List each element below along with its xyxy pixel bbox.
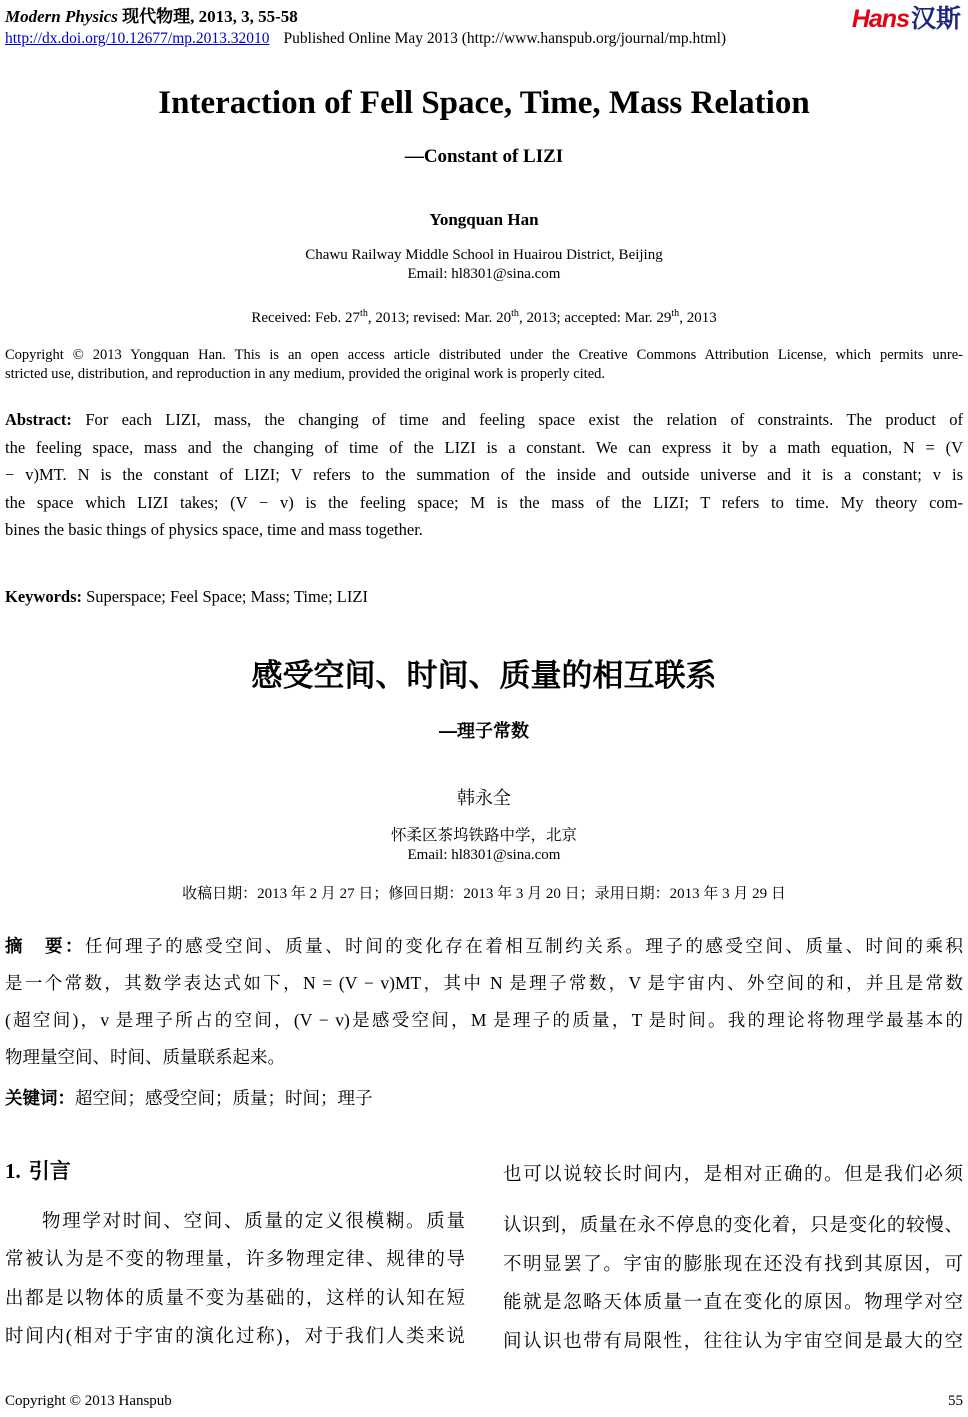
- left-column: [5, 1156, 465, 1362]
- footer-copyright: Copyright © 2013 Hanspub: [5, 1393, 172, 1409]
- author-email-zh: Email: hl8301@sina.com: [407, 846, 561, 863]
- right-column: [503, 1156, 963, 1362]
- received-superscript: th: [511, 308, 519, 319]
- body-line: 时间内(相对于宇宙的演化过称)，对于我们人类来说: [5, 1327, 465, 1347]
- page-number: 55: [948, 1393, 963, 1409]
- received-text-part: , 2013; revised: Mar. 20: [367, 310, 512, 326]
- copyright-line: Copyright © 2013 Yongquan Han. This is an open access article distributed under the Creative Commons Attribution License, which permits unre-: [5, 347, 963, 363]
- body-line: 间认识也带有局限性，往往认为宇宙空间是最大的空: [503, 1331, 963, 1352]
- body-line: 认识到，质量在永不停息的变化着，只是变化的较慢、: [503, 1216, 963, 1236]
- abstract-zh-line: (超空间)，v 是理子所占的空间，(V − v)是感受空间，M 是理子的质量，T 是时间。我的理论将物理学最基本的: [5, 1009, 963, 1030]
- body-line: 不明显罢了。宇宙的膨胀现在还没有找到其原因，可: [503, 1254, 963, 1275]
- body-line: 常被认为是不变的物理量，许多物理定律、规律的导: [5, 1250, 465, 1270]
- published-online-text: Published Online May 2013 (http://www.hanspub.org/journal/mp.html): [283, 30, 727, 47]
- body-line: 物理学对时间、空间、质量的定义很模糊。质量: [42, 1211, 465, 1232]
- dates-line-zh: 收稿日期：2013 年 2 月 27 日；修回日期：2013 年 3 月 20 日；录用日期：2013 年 3 月 29 日: [182, 885, 786, 902]
- received-text-part: , 2013: [679, 310, 717, 326]
- doi-line: [5, 29, 963, 49]
- received-text-part: Received: Feb. 27: [251, 310, 361, 326]
- abstract-line: − v)MT. N is the constant of LIZI; V refers to the summation of the inside and outside universe and it is a constant; v is: [5, 465, 963, 484]
- abstract-zh: [5, 928, 963, 1076]
- received-superscript: th: [360, 308, 368, 319]
- doi-link[interactable]: http://dx.doi.org/10.12677/mp.2013.32010: [5, 30, 270, 47]
- keywords-label: Keywords:: [5, 586, 82, 606]
- author-name: Yongquan Han: [429, 210, 539, 229]
- abstract-zh-line: [5, 928, 963, 965]
- journal-name: Modern Physics: [5, 7, 118, 26]
- body-columns: [5, 1156, 963, 1362]
- abstract-zh-text: 任何理子的感受空间、质量、时间的变化存在着相互制约关系。理子的感受空间、质量、时间的乘积: [85, 935, 964, 956]
- keywords-zh: [5, 1086, 963, 1110]
- journal-issue-info: 现代物理, 2013, 3, 55-58: [117, 7, 298, 26]
- article-subtitle: —Constant of LIZI: [404, 146, 564, 167]
- abstract-en: [5, 406, 963, 544]
- received-superscript: th: [671, 308, 680, 319]
- author-affiliation-zh: 怀柔区茶坞铁路中学，北京: [390, 826, 577, 844]
- abstract-zh-label: 摘 要：: [5, 935, 86, 956]
- copyright-line: stricted use, distribution, and reproduction in any medium, provided the original work is properly cited.: [5, 366, 606, 382]
- article-title-zh: 感受空间、时间、质量的相互联系: [251, 657, 717, 693]
- received-line: [5, 304, 963, 328]
- logo-cjk-text: 汉斯: [910, 5, 961, 33]
- abstract-text: For each LIZI, mass, the changing of time and feeling space exist the relation of constraints. The product of: [71, 410, 963, 429]
- abstract-line: bines the basic things of physics space, time and mass together.: [5, 520, 423, 539]
- keywords-zh-text: 超空间；感受空间；质量；时间；理子: [75, 1087, 373, 1108]
- journal-line: [5, 6, 963, 27]
- copyright-notice: [5, 346, 963, 384]
- section-1-heading: [5, 1158, 465, 1185]
- keywords-zh-label: 关键词：: [5, 1087, 75, 1108]
- article-title: Interaction of Fell Space, Time, Mass Relation: [158, 85, 810, 121]
- abstract-line: the feeling space, mass and the changing of time of the LIZI is a constant. We can express it by a math equation, N = (V: [5, 437, 963, 457]
- section-number: 1.: [5, 1158, 21, 1183]
- page-footer: [5, 1392, 963, 1411]
- author-affiliation: Chawu Railway Middle School in Huairou District, Beijing: [305, 247, 663, 263]
- section-title: 引言: [28, 1159, 71, 1183]
- received-text-part: , 2013; accepted: Mar. 29: [518, 310, 672, 326]
- logo-latin-text: Hans: [851, 5, 909, 33]
- keywords-text: Superspace; Feel Space; Mass; Time; LIZI: [82, 586, 368, 606]
- author-email: Email: hl8301@sina.com: [407, 266, 561, 282]
- body-line: 能就是忽略天体质量一直在变化的原因。物理学对空: [503, 1293, 963, 1313]
- hanspub-logo: [852, 6, 961, 32]
- page-header: [5, 6, 963, 49]
- abstract-label: Abstract:: [5, 410, 72, 429]
- abstract-line: the space which LIZI takes; (V − v) is the feeling space; M is the mass of the LIZI; T refers to time. My theory com-: [5, 492, 963, 512]
- body-line: 也可以说较长时间内，是相对正确的。但是我们必须: [503, 1164, 963, 1185]
- abstract-line: [5, 406, 963, 434]
- abstract-zh-line: 是一个常数，其数学表达式如下，N = (V − v)MT，其中 N 是理子常数，V 是宇宙内、外空间的和，并且是常数: [5, 972, 963, 993]
- author-name-zh: 韩永全: [457, 787, 511, 808]
- keywords-en: [5, 586, 963, 608]
- abstract-zh-line: 物理量空间、时间、质量联系起来。: [5, 1046, 285, 1067]
- article-subtitle-zh: —理子常数: [439, 720, 529, 741]
- body-line: 出都是以物体的质量不变为基础的，这样的认知在短: [5, 1288, 465, 1309]
